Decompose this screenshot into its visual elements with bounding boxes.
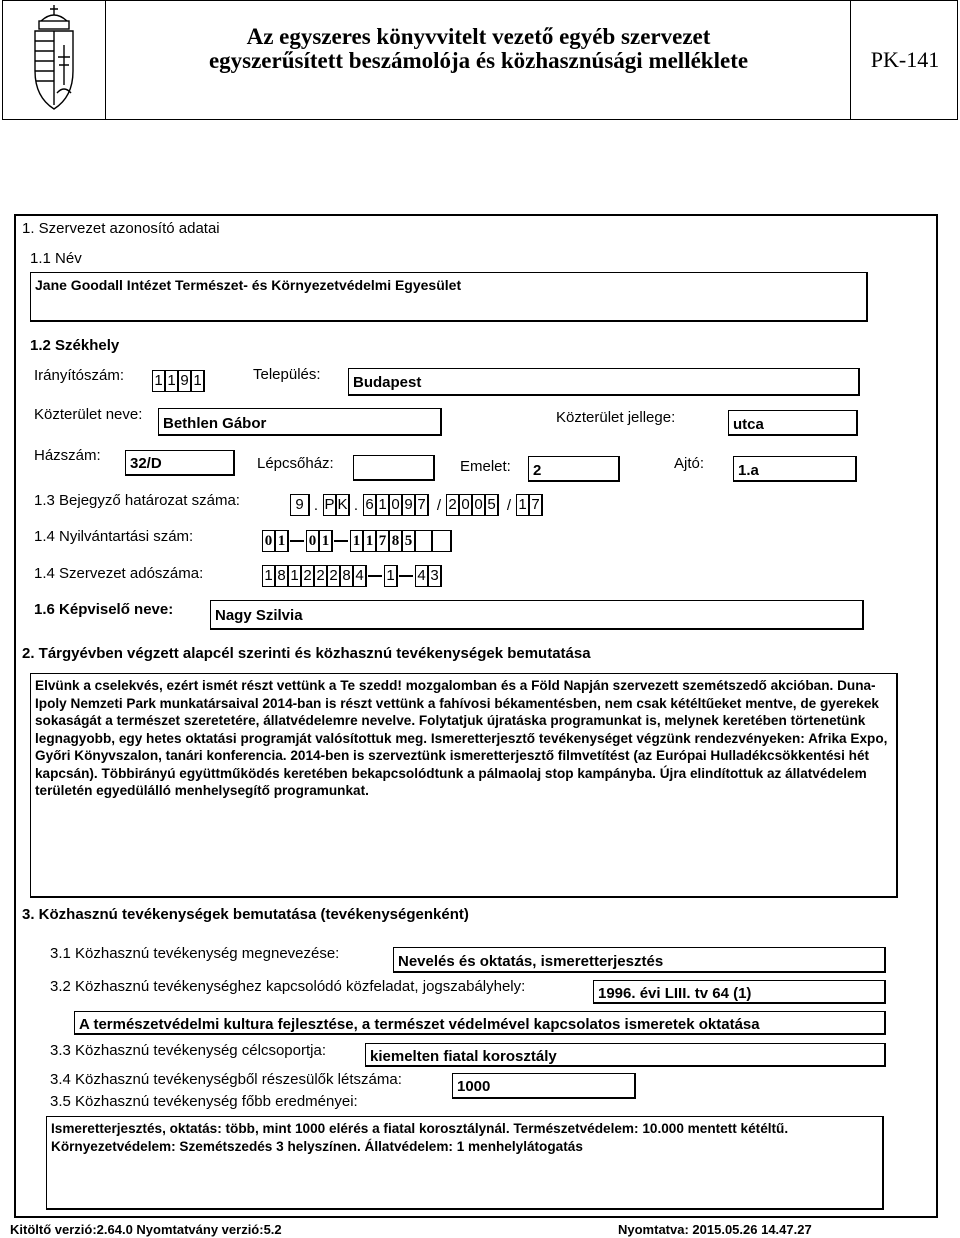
tax-cell[interactable]: 1	[288, 565, 302, 587]
rep-field[interactable]: Nagy Szilvia	[210, 600, 864, 630]
tax-cell[interactable]: 2	[301, 565, 315, 587]
reg-cell[interactable]: 1	[363, 530, 377, 552]
reg-dash	[290, 540, 304, 542]
street-label: Közterület neve:	[34, 406, 143, 423]
court-cell[interactable]: 5	[485, 494, 499, 516]
tax-cell[interactable]: 1	[262, 565, 276, 587]
reg-cell[interactable]: 1	[350, 530, 364, 552]
court-cell[interactable]: 6	[363, 494, 377, 516]
form-title	[107, 1, 851, 119]
city-label: Település:	[253, 366, 321, 383]
court-number-cells[interactable]	[290, 494, 542, 516]
reg-number-cells[interactable]	[262, 530, 451, 552]
reg-label: 1.4 Nyilvántartási szám:	[34, 528, 194, 545]
city-field[interactable]: Budapest	[348, 368, 860, 396]
activities-text[interactable]: Elvünk a cselekvés, ezért ismét részt vettünk a Te szedd! mozgalomban és a Föld Napján szervezett szemétszedő akcióban. Duna-Ipoly Nemzeti Park munkatársaival 2014-ban is részt vettünk a fahívosi békamentésben, nem csak kétéltűeket mentve, de gyerekek sokaságát a természet szeretetére, állatvédelemre nevelve. Folytatjuk újratáska programunkat is, melynek keretében törtenetünk legnagyobb, egy hetes oktatási programját valósítottuk meg. Ismeretterjesztő tevékenységet végzünk rendezvényeken: Afrika Expo, Győri Könyvszalon, tanári konferencia. 2014-ben is szerveztünk ismeretterjesztő filmvetítést (az Európai Hulladékcsökkentési hét kapcsán). Többirányú együttműködés keretében bekapcsolódtunk a pálmaolaj stop kampányba. Újra elindítottuk az állatvédelem területén egyedülálló menhelysegítő programunkat.	[30, 673, 898, 898]
section3-title: 3. Közhasznú tevékenységek bemutatása (tevékenységenként)	[22, 906, 469, 923]
court-cell[interactable]: 9	[290, 494, 310, 516]
name-label: 1.1 Név	[30, 250, 82, 267]
court-cell[interactable]: 7	[415, 494, 429, 516]
zip-cell[interactable]: 1	[191, 370, 205, 392]
court-sep: /	[436, 496, 442, 514]
court-cell[interactable]: 1	[516, 494, 530, 516]
court-cell[interactable]: 2	[446, 494, 460, 516]
tax-cell[interactable]: 2	[327, 565, 341, 587]
street-type-label: Közterület jellege:	[556, 409, 676, 426]
software-version: Kitöltő verzió:2.64.0 Nyomtatvány verzió:5.2	[10, 1222, 282, 1237]
results-text[interactable]: Ismeretterjesztés, oktatás: több, mint 1000 elérés a fiatal korosztálynál. Természetvédelem: 10.000 mentett kétéltű. Környezetvédelem: Szemétszedés 3 helyszínen. Állatvédelem: 1 menhelylátogatás	[46, 1116, 884, 1210]
reg-cell[interactable]	[415, 530, 433, 552]
floor-field[interactable]: 2	[528, 456, 620, 482]
zip-cell[interactable]: 9	[178, 370, 192, 392]
tax-cell[interactable]: 1	[384, 565, 398, 587]
tax-label: 1.4 Szervezet adószáma:	[34, 565, 204, 582]
participants-field[interactable]: 1000	[452, 1073, 636, 1099]
rep-label: 1.6 Képviselő neve:	[34, 601, 174, 618]
results-label: 3.5 Közhasznú tevékenység főbb eredményei:	[50, 1093, 358, 1110]
activity-name-label: 3.1 Közhasznú tevékenység megnevezése:	[50, 945, 340, 962]
tax-cell[interactable]: 3	[428, 565, 442, 587]
reg-dash	[334, 540, 348, 542]
house-field[interactable]: 32/D	[125, 450, 235, 476]
court-cell[interactable]: 7	[529, 494, 543, 516]
tax-dash	[368, 575, 382, 577]
court-cell[interactable]: 0	[389, 494, 403, 516]
court-cell[interactable]: K	[336, 494, 350, 516]
reg-cell[interactable]: 7	[376, 530, 390, 552]
form-code: PK-141	[870, 47, 940, 72]
tax-cell[interactable]: 8	[275, 565, 289, 587]
door-field[interactable]: 1.a	[733, 456, 857, 482]
tax-cell[interactable]: 4	[353, 565, 367, 587]
name-field[interactable]: Jane Goodall Intézet Természet- és Környezetvédelmi Egyesület	[30, 272, 868, 322]
zip-cell[interactable]: 1	[165, 370, 179, 392]
public-duty-text-field[interactable]: A természetvédelmi kultura fejlesztése, a természet védelmével kapcsolatos ismeretek oktatása	[74, 1011, 886, 1035]
court-label: 1.3 Bejegyző határozat száma:	[34, 492, 240, 509]
form-header	[2, 0, 958, 120]
court-cell[interactable]: 0	[472, 494, 486, 516]
reg-cell[interactable]: 1	[319, 530, 333, 552]
stair-label: Lépcsőház:	[257, 455, 334, 472]
tax-cell[interactable]: 4	[415, 565, 429, 587]
zip-cells[interactable]	[152, 370, 204, 392]
court-cell[interactable]: 9	[402, 494, 416, 516]
court-sep: /	[506, 496, 512, 514]
seat-label: 1.2 Székhely	[30, 337, 120, 354]
target-group-field[interactable]: kiemelten fiatal korosztály	[365, 1043, 886, 1067]
print-timestamp: Nyomtatva: 2015.05.26 14.47.27	[618, 1222, 812, 1237]
court-sep: .	[313, 496, 319, 514]
tax-dash	[399, 575, 413, 577]
court-cell[interactable]: 1	[376, 494, 390, 516]
form-title-line1: Az egyszeres könyvvitelt vezető egyéb szervezet	[246, 24, 711, 49]
tax-cell[interactable]: 8	[340, 565, 354, 587]
target-group-label: 3.3 Közhasznú tevékenység célcsoportja:	[50, 1042, 326, 1059]
court-sep: .	[353, 496, 359, 514]
reg-cell[interactable]	[432, 530, 452, 552]
tax-cell[interactable]: 2	[314, 565, 328, 587]
street-field[interactable]: Bethlen Gábor	[158, 408, 442, 436]
reg-cell[interactable]: 0	[306, 530, 320, 552]
form-title-line2: egyszerűsített beszámolója és közhasznúsági melléklete	[208, 48, 749, 73]
court-cell[interactable]: P	[323, 494, 337, 516]
reg-cell[interactable]: 5	[402, 530, 416, 552]
house-label: Házszám:	[34, 447, 101, 464]
reg-cell[interactable]: 1	[275, 530, 289, 552]
public-duty-law-field[interactable]: 1996. évi LIII. tv 64 (1)	[593, 980, 886, 1004]
public-duty-label: 3.2 Közhasznú tevékenységhez kapcsolódó közfeladat, jogszabályhely:	[50, 978, 526, 995]
section2-title: 2. Tárgyévben végzett alapcél szerinti és közhasznú tevékenységek bemutatása	[22, 645, 591, 662]
floor-label: Emelet:	[460, 458, 511, 475]
door-label: Ajtó:	[674, 455, 705, 472]
participants-label: 3.4 Közhasznú tevékenységből részesülők létszáma:	[50, 1071, 402, 1088]
coat-of-arms-icon	[3, 1, 106, 119]
street-type-field[interactable]: utca	[728, 410, 858, 436]
section1-title: 1. Szervezet azonosító adatai	[22, 220, 220, 237]
zip-cell[interactable]: 1	[152, 370, 166, 392]
stair-field[interactable]	[353, 455, 435, 481]
reg-cell[interactable]: 8	[389, 530, 403, 552]
zip-label: Irányítószám:	[34, 367, 125, 384]
activity-name-field[interactable]: Nevelés és oktatás, ismeretterjesztés	[393, 947, 886, 973]
reg-cell[interactable]: 0	[262, 530, 276, 552]
court-cell[interactable]: 0	[459, 494, 473, 516]
tax-number-cells[interactable]	[262, 565, 441, 587]
